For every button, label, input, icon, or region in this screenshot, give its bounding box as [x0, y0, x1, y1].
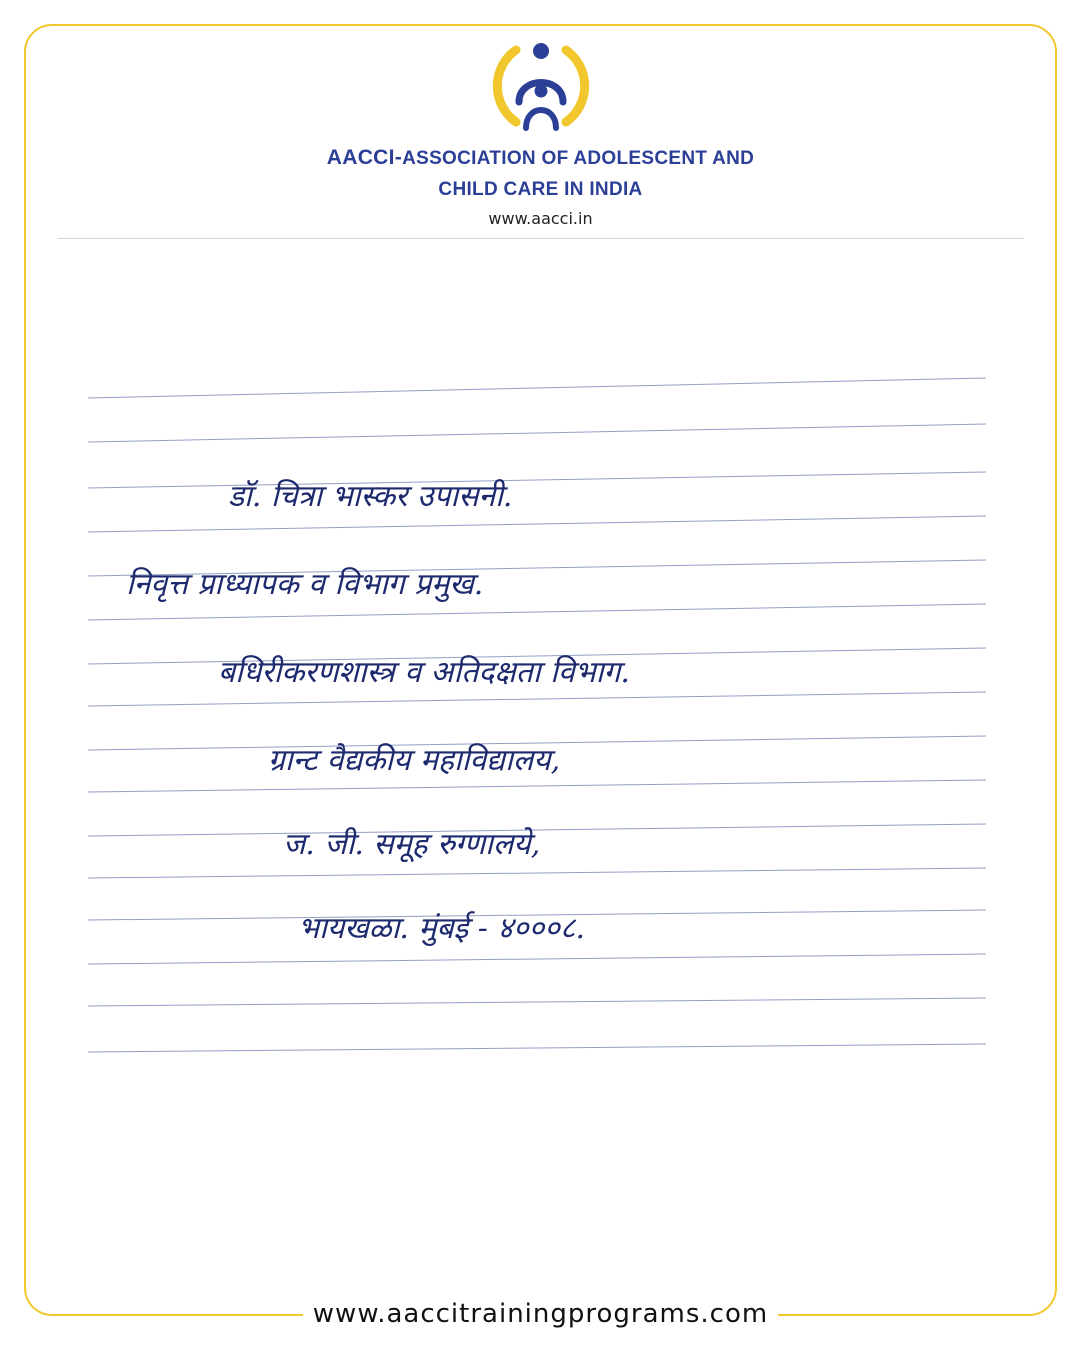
organization-name-rest: ASSOCIATION OF ADOLESCENT AND	[402, 148, 755, 169]
organization-acronym: AACCI-	[326, 146, 403, 169]
organization-name-line1	[0, 142, 1081, 174]
footer	[0, 1296, 1081, 1332]
note-line-address: भायखळा. मुंबई - ४०००८.	[298, 911, 585, 946]
header-divider	[58, 238, 1024, 239]
note-line-college: ग्रान्ट वैद्यकीय महाविद्यालय,	[268, 743, 561, 778]
note-line-department: बधिरीकरणशास्त्र व अतिदक्षता विभाग.	[218, 655, 630, 690]
note-line-name: डॉ. चित्रा भास्कर उपासनी.	[228, 479, 513, 514]
organization-name	[0, 142, 1081, 205]
note-line-designation: निवृत्त प्राध्यापक व विभाग प्रमुख.	[126, 567, 484, 602]
header-website-link[interactable]: www.aacci.in	[488, 209, 593, 228]
aacci-logo-icon	[486, 36, 596, 136]
handwritten-note	[88, 360, 988, 1060]
letterhead	[0, 36, 1081, 228]
organization-name-line2: CHILD CARE IN INDIA	[438, 179, 643, 200]
footer-website-link[interactable]: www.aaccitrainingprograms.com	[303, 1296, 778, 1332]
note-line-hospital: ज. जी. समूह रुग्णालये,	[283, 827, 541, 862]
